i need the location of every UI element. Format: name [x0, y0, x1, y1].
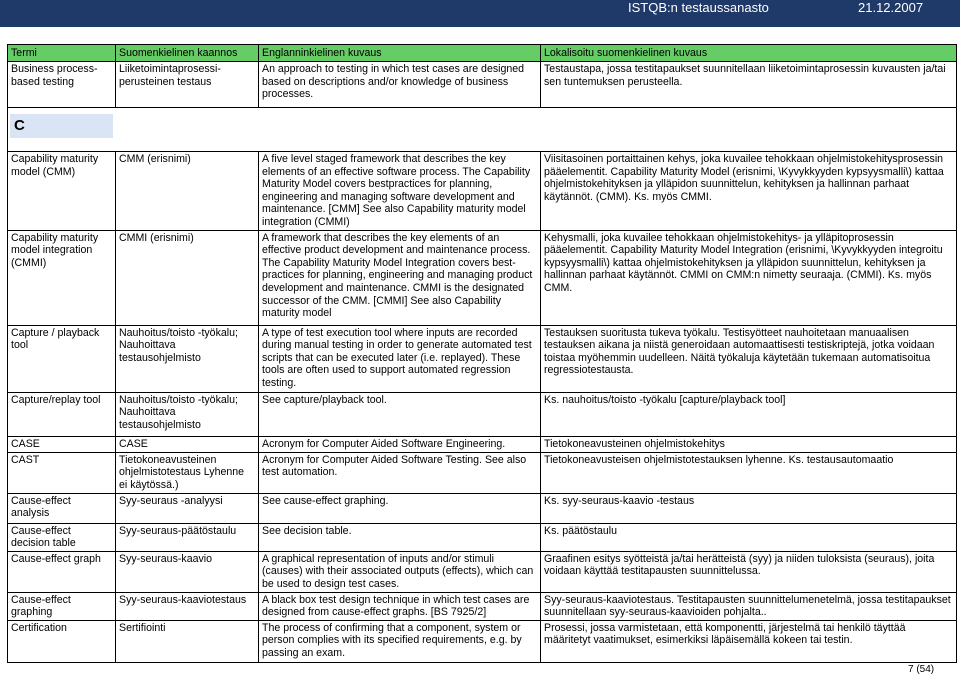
- table-header-row: [8, 45, 957, 62]
- english-description-cell: See capture/playback tool.: [259, 392, 541, 436]
- term-cell: Cause-effect graphing: [8, 592, 116, 620]
- document-title: ISTQB:n testaussanasto: [628, 0, 769, 15]
- table-row: [8, 392, 957, 436]
- document-date: 21.12.2007: [858, 0, 924, 15]
- table-row: [8, 523, 957, 551]
- column-header: Englanninkielinen kuvaus: [259, 45, 541, 62]
- section-row: [8, 108, 957, 152]
- english-description-cell: A five level staged framework that describes the key elements of an effective software process. The Capability Maturity Model covers bestpractices for planning, engineering and managing software development and maintenance. [CMM] See also Capability maturity model integration (CMMI): [259, 152, 541, 231]
- table-row: [8, 493, 957, 523]
- table-row: [8, 436, 957, 452]
- finnish-term-cell: Syy-seuraus -analyysi: [116, 493, 259, 523]
- finnish-term-cell: CASE: [116, 436, 259, 452]
- finnish-term-cell: Syy-seuraus-päätöstaulu: [116, 523, 259, 551]
- term-cell: Cause-effect graph: [8, 551, 116, 592]
- glossary-table: [7, 44, 957, 663]
- table-row: [8, 152, 957, 231]
- finnish-term-cell: Tietokoneavusteinen ohjelmistotestaus Lyhenne ei käytössä.): [116, 452, 259, 493]
- finnish-term-cell: Sertifiointi: [116, 620, 259, 662]
- table-row: [8, 452, 957, 493]
- column-header: Suomenkielinen kaannos: [116, 45, 259, 62]
- column-header: Termi: [8, 45, 116, 62]
- english-description-cell: The process of confirming that a component, system or person complies with its specified requirements, e.g. by passing an exam.: [259, 620, 541, 662]
- finnish-description-cell: Tietokoneavusteisen ohjelmistotestauksen lyhenne. Ks. testausautomaatio: [541, 452, 957, 493]
- term-cell: Business process-based testing: [8, 62, 116, 108]
- finnish-term-cell: Liiketoimintaprosessi-perusteinen testaus: [116, 62, 259, 108]
- table-row: [8, 592, 957, 620]
- finnish-description-cell: Tietokoneavusteinen ohjelmistokehitys: [541, 436, 957, 452]
- finnish-description-cell: Ks. syy-seuraus-kaavio -testaus: [541, 493, 957, 523]
- english-description-cell: A black box test design technique in which test cases are designed from cause-effect graphs. [BS 7925/2]: [259, 592, 541, 620]
- finnish-term-cell: Nauhoitus/toisto -työkalu; Nauhoittava testausohjelmisto: [116, 392, 259, 436]
- table-row: [8, 551, 957, 592]
- english-description-cell: A framework that describes the key elements of an effective product development and maintenance process. The Capability Maturity Model Integration covers best-practices for planning, engineering and managing product development and maintenance. CMMI is the designated successor of the CMM. [CMMI] See also Capability maturity model: [259, 230, 541, 325]
- table-row: [8, 325, 957, 392]
- finnish-description-cell: Prosessi, jossa varmistetaan, että komponentti, järjestelmä tai henkilö täyttää määritetyt vaatimukset, esimerkiksi läpäisemällä kokeen tai testin.: [541, 620, 957, 662]
- english-description-cell: A graphical representation of inputs and/or stimuli (causes) with their associated outputs (effects), which can be used to design test cases.: [259, 551, 541, 592]
- term-cell: Capability maturity model (CMM): [8, 152, 116, 231]
- finnish-term-cell: Syy-seuraus-kaaviotestaus: [116, 592, 259, 620]
- finnish-term-cell: CMMI (erisnimi): [116, 230, 259, 325]
- english-description-cell: An approach to testing in which test cases are designed based on descriptions and/or knowledge of business processes.: [259, 62, 541, 108]
- term-cell: Certification: [8, 620, 116, 662]
- section-letter: C: [10, 114, 113, 138]
- term-cell: Capability maturity model integration (CMMI): [8, 230, 116, 325]
- finnish-description-cell: Ks. päätöstaulu: [541, 523, 957, 551]
- term-cell: CAST: [8, 452, 116, 493]
- finnish-term-cell: Syy-seuraus-kaavio: [116, 551, 259, 592]
- finnish-term-cell: CMM (erisnimi): [116, 152, 259, 231]
- english-description-cell: A type of test execution tool where inputs are recorded during manual testing in order to generate automated test scripts that can be executed later (i.e. replayed). These tools are often used to support automated regression testing.: [259, 325, 541, 392]
- finnish-description-cell: Testaustapa, jossa testitapaukset suunnitellaan liiketoimintaprosessin kuvausten ja/tai sen tuntemuksen perusteella.: [541, 62, 957, 108]
- finnish-description-cell: Ks. nauhoitus/toisto -työkalu [capture/playback tool]: [541, 392, 957, 436]
- page-number: 7 (54): [908, 664, 935, 675]
- finnish-description-cell: Viisitasoinen portaittainen kehys, joka kuvailee tehokkaan ohjelmistokehitysprosessin pääelementit. Capability Maturity Model (erisnimi, \Kyvykkyyden kypsyysmalli\) kattaa ohjelmistokehityksen ja ylläpidon suunnittelun, kehityksen ja hallinnan parhaat käytännöt. (CMM). Ks. myös CMMI.: [541, 152, 957, 231]
- term-cell: Capture / playback tool: [8, 325, 116, 392]
- table-row: [8, 230, 957, 325]
- finnish-description-cell: Graafinen esitys syötteistä ja/tai herätteistä (syy) ja niiden tuloksista (seuraus), joita voidaan käyttää testitapausten suunnittelussa.: [541, 551, 957, 592]
- english-description-cell: Acronym for Computer Aided Software Engineering.: [259, 436, 541, 452]
- finnish-description-cell: Kehysmalli, joka kuvailee tehokkaan ohjelmistokehitys- ja ylläpitoprosessin pääelementit. Capability Maturity Model Integration (erisnimi, \Kyvykkyyden integroitu kypsyysmalli\) kattaa ohjelmistokehityksen ja ylläpidon suunnittelun, kehityksen ja hallinnan parhaat käytännöt. CMMI on CMM:n nimetty seuraaja. (CMMI). Ks. myös CMM.: [541, 230, 957, 325]
- table-row: [8, 620, 957, 662]
- finnish-description-cell: Testauksen suoritusta tukeva työkalu. Testisyötteet nauhoitetaan manuaalisen testauksen aikana ja niistä generoidaan automaattisesti testiskriptejä, jotka voidaan toistaa myöhemmin uudelleen. Näitä työkaluja käytetään tukemaan automatisoitua regressiotestausta.: [541, 325, 957, 392]
- english-description-cell: See decision table.: [259, 523, 541, 551]
- table-row: [8, 62, 957, 108]
- term-cell: Cause-effect analysis: [8, 493, 116, 523]
- column-header: Lokalisoitu suomenkielinen kuvaus: [541, 45, 957, 62]
- english-description-cell: Acronym for Computer Aided Software Testing. See also test automation.: [259, 452, 541, 493]
- document-header-bar: [0, 0, 960, 27]
- finnish-term-cell: Nauhoitus/toisto -työkalu; Nauhoittava testausohjelmisto: [116, 325, 259, 392]
- english-description-cell: See cause-effect graphing.: [259, 493, 541, 523]
- finnish-description-cell: Syy-seuraus-kaaviotestaus. Testitapausten suunnittelumenetelmä, jossa testitapaukset suunnitellaan syy-seuraus-kaavioiden pohjalta..: [541, 592, 957, 620]
- term-cell: CASE: [8, 436, 116, 452]
- term-cell: Cause-effect decision table: [8, 523, 116, 551]
- term-cell: Capture/replay tool: [8, 392, 116, 436]
